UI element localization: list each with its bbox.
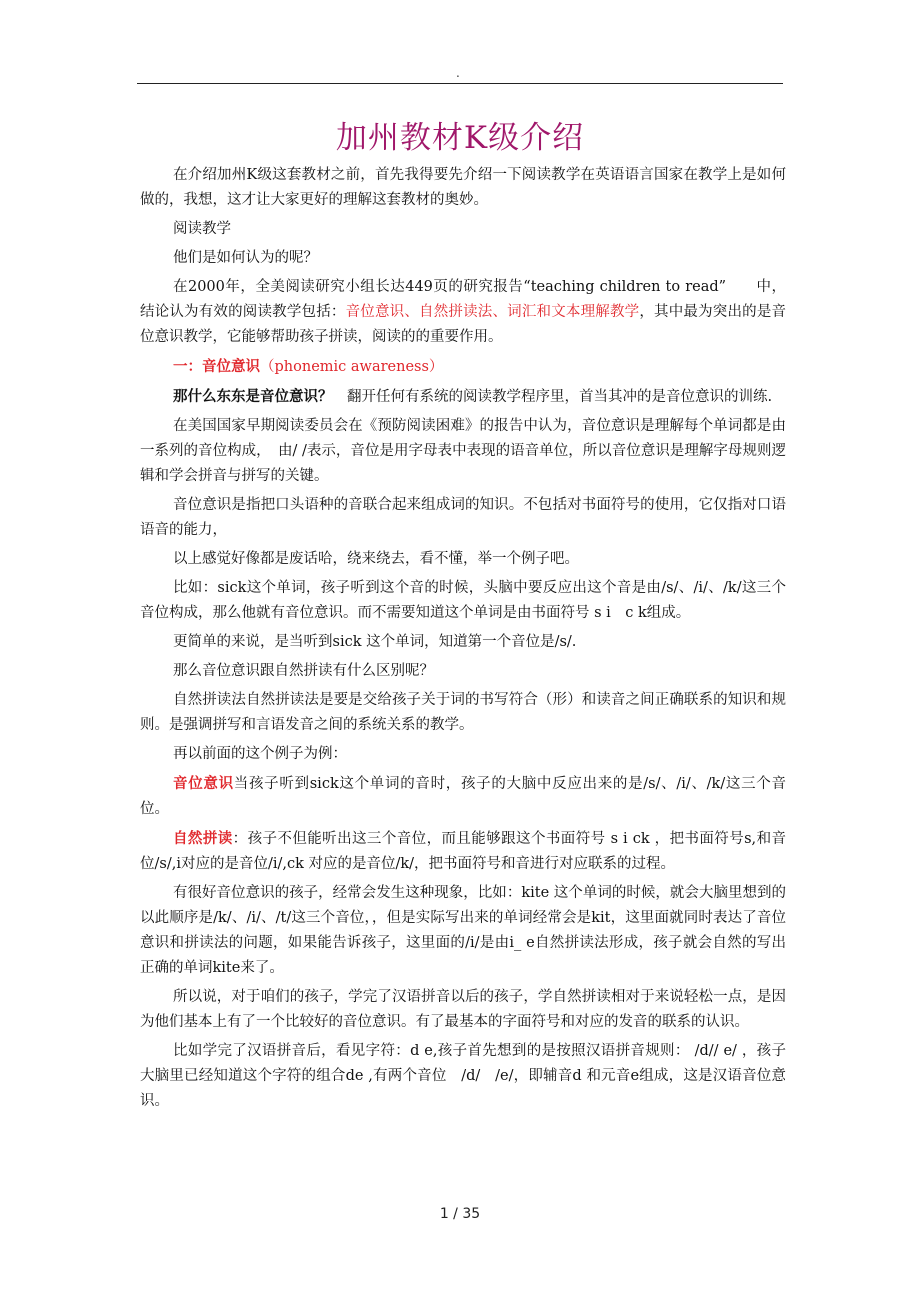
paragraph: 自然拼读法自然拼读法是要是交给孩子关于词的书写符合（形）和读音之间正确联系的知识和规则。是强调拼写和言语发音之间的系统关系的教学。 — [140, 692, 786, 733]
text-run: 翻开任何有系统的阅读教学程序里，首当其冲的是音位意识的训练. — [332, 389, 773, 405]
page-number: 1 / 35 — [439, 1206, 481, 1222]
paragraph: 在介绍加州K级这套教材之前，首先我得要先介绍一下阅读教学在英语语言国家在教学上是如何做的，我想，这才让大家更好的理解这套教材的奥妙。 — [140, 167, 786, 208]
paragraph: 有很好音位意识的孩子，经常会发生这种现象，比如：kite 这个单词的时候，就会大脑里想到的以此顺序是/k/、/i/、/t/这三个音位，，但是实际写出来的单词经常会是kit，这里面就同时表达了音位意识和拼读法的问题，如果能告诉孩子，这里面的/i/是由i_ e自然拼读法形成，孩子就会自然的写出正确的单词kite来了。 — [140, 885, 786, 976]
text-run: 在2000年，全美阅读研究小组长达449页的研究报告“teaching children to read” 中，结论认为有效的阅读教学包括： — [140, 279, 786, 320]
paragraph: 他们是如何认为的呢？ — [173, 250, 318, 266]
paragraph — [140, 771, 786, 822]
paragraph: 音位意识是指把口头语种的音联合起来组成词的知识。不包括对书面符号的使用，它仅指对口语语音的能力， — [140, 497, 786, 538]
paragraph: 再以前面的这个例子为例： — [173, 746, 347, 762]
paragraph — [140, 384, 786, 410]
paragraph: 比如：sick这个单词，孩子听到这个音的时候，头脑中要反应出这个音是由/s/、/i/、/k/这三个音位构成，那么他就有音位意识。而不需要知道这个单词是由书面符号 s i c k组成。 — [140, 580, 786, 621]
document-body — [140, 163, 786, 1118]
text-run: 当孩子听到sick这个单词的音时，孩子的大脑中反应出来的是/s/、/i/、/k/这三个音位。 — [140, 776, 786, 817]
section-heading — [140, 354, 786, 380]
paragraph: 比如学完了汉语拼音后，看见字符：d e,孩子首先想到的是按照汉语拼音规则： /d// e/ ，孩子大脑里已经知道这个字符的组合de ,有两个音位 /d/ /e/，即辅音d 和元音e组成，这是汉语音位意识。 — [140, 1043, 786, 1109]
paragraph: 那么音位意识跟自然拼读有什么区别呢？ — [173, 663, 434, 679]
paragraph: 以上感觉好像都是废话哈，绕来绕去，看不懂，举一个例子吧。 — [173, 551, 579, 567]
section-heading-label: 一：音位意识 — [173, 358, 260, 375]
paragraph: 阅读教学 — [173, 221, 231, 237]
highlight-text: 音位意识、自然拼读法、词汇和文本理解教学 — [345, 304, 640, 320]
header-mark: . — [456, 66, 460, 80]
section-heading-english: （phonemic awareness） — [260, 359, 444, 375]
paragraph — [140, 826, 786, 877]
text-run: ：孩子不但能听出这三个音位，而且能够跟这个书面符号 s i ck ，把书面符号s,和音位/s/,i对应的是音位/i/,ck 对应的是音位/k/，把书面符号和音进行对应联系的过程。 — [140, 831, 786, 872]
paragraph: 所以说，对于咱们的孩子，学完了汉语拼音以后的孩子，学自然拼读相对于来说轻松一点，是因为他们基本上有了一个比较好的音位意识。有了最基本的字面符号和对应的发音的联系的认识。 — [140, 989, 786, 1030]
term-label: 音位意识 — [173, 775, 234, 792]
term-label: 自然拼读 — [173, 830, 233, 847]
paragraph — [140, 275, 786, 350]
paragraph: 在美国国家早期阅读委员会在《预防阅读困难》的报告中认为，音位意识是理解每个单词都是由一系列的音位构成， 由/ /表示，音位是用字母表中表现的语音单位，所以音位意识是理解字母规则逻辑和学会拼音与拼写的关键。 — [140, 418, 786, 484]
text-run: ，其中最为突出的是音位意识教学，它能够帮助孩子拼读，阅读的的重要作用。 — [140, 304, 787, 345]
document-title: 加州教材K级介绍 — [335, 120, 585, 156]
paragraph: 更简单的来说，是当听到sick 这个单词，知道第一个音位是/s/. — [173, 634, 577, 650]
header-rule — [137, 83, 783, 84]
bold-question: 那什么东东是音位意识？ — [173, 388, 333, 405]
